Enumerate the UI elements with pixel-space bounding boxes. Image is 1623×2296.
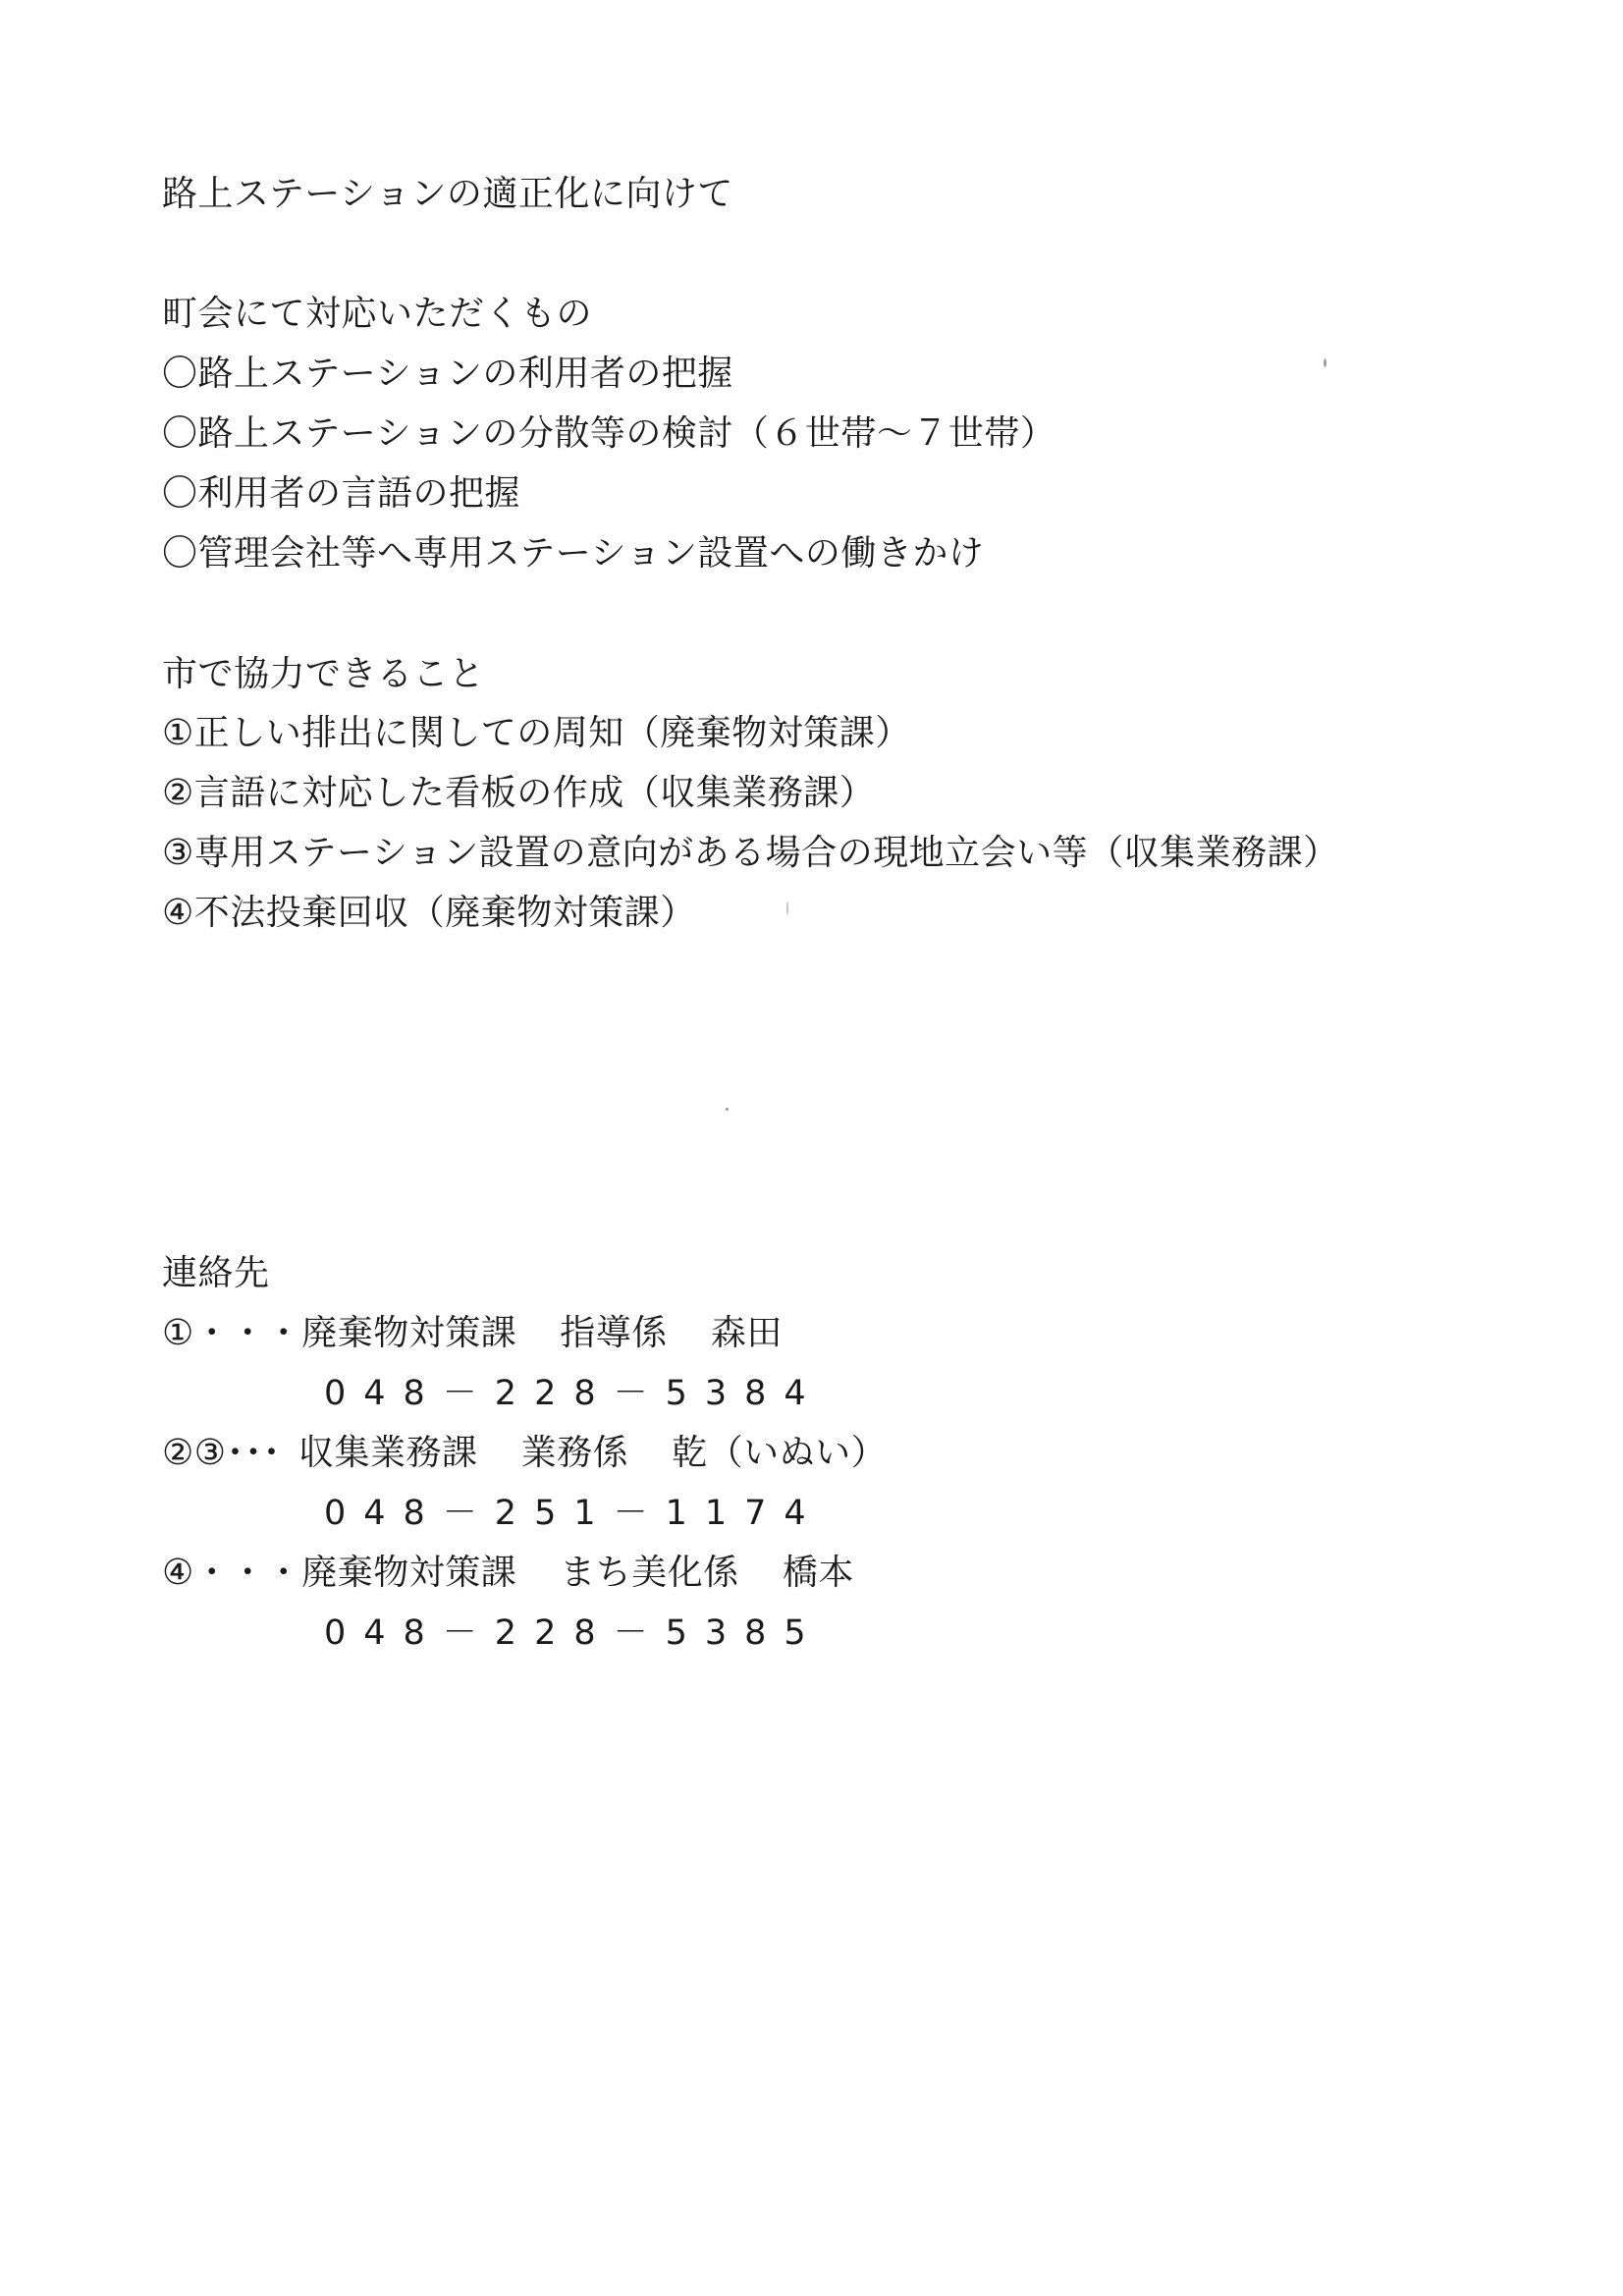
- contact-department: 収集業務課: [298, 1433, 478, 1473]
- city-section-heading: 市で協力できること: [162, 654, 485, 694]
- contact-person: 乾（いぬい）: [672, 1433, 888, 1473]
- contact-entry: [162, 1312, 783, 1355]
- contact-department: 廃棄物対策課: [301, 1553, 517, 1593]
- contact-entry: [162, 1552, 854, 1595]
- contact-phone: 048－228－5385: [324, 1613, 824, 1653]
- contact-section: 業務係: [520, 1433, 629, 1473]
- contacts-heading: 連絡先: [162, 1253, 270, 1293]
- town-item: 〇路上ステーションの利用者の把握: [162, 354, 733, 394]
- town-item: 〇管理会社等へ専用ステーション設置への働きかけ: [162, 533, 985, 574]
- contact-section: 指導係: [560, 1313, 668, 1353]
- town-section-heading: 町会にて対応いただくもの: [162, 294, 593, 334]
- contact-entry: [162, 1432, 887, 1475]
- city-item: ①正しい排出に関しての周知（廃棄物対策課）: [162, 713, 911, 753]
- contact-person: 橋本: [782, 1553, 854, 1593]
- contact-phone: 048－251－1174: [324, 1494, 824, 1533]
- contact-marker: ④・・・: [162, 1553, 302, 1593]
- scan-speck: [726, 1108, 729, 1111]
- contact-section: まち美化係: [560, 1553, 739, 1593]
- city-item: ②言語に対応した看板の作成（収集業務課）: [162, 773, 876, 813]
- contact-person: 森田: [710, 1313, 783, 1353]
- contact-marker: ①・・・: [162, 1313, 302, 1353]
- town-item: 〇路上ステーションの分散等の検討（６世帯～７世帯）: [162, 413, 1056, 454]
- city-item: ③専用ステーション設置の意向がある場合の現地立会い等（収集業務課）: [162, 833, 1339, 873]
- contact-phone: 048－228－5384: [324, 1374, 824, 1413]
- city-item: ④不法投棄回収（廃棄物対策課）: [162, 893, 696, 933]
- scan-speck: [786, 902, 788, 915]
- town-item: 〇利用者の言語の把握: [162, 473, 521, 514]
- scan-speck: [1324, 358, 1326, 367]
- contact-marker: ②③･･･: [162, 1433, 282, 1473]
- document-title: 路上ステーションの適正化に向けて: [162, 174, 733, 214]
- contact-department: 廃棄物対策課: [301, 1313, 517, 1353]
